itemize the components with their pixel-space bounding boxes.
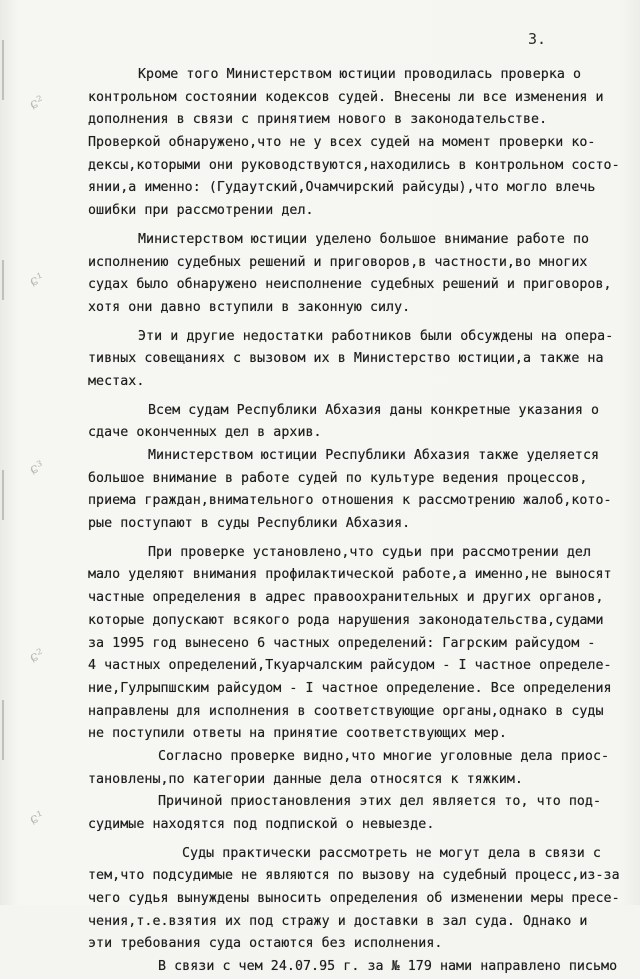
punch-hole-mark: ɕ² <box>27 93 46 113</box>
margin-mark <box>2 470 4 520</box>
text-line: янии,а именно: (Гудаутский,Очамчирский райсуды),что могло влечь <box>88 180 596 196</box>
text-line: мало уделяют внимания профилактической работе,а именно,не выносят <box>88 567 612 583</box>
text-line: В связи с чем 24.07.95 г. за № 179 нами направлено письмо <box>158 959 618 975</box>
text-line: ошибки при рассмотрении дел. <box>88 203 314 219</box>
text-line: эти требования суда остаются без исполнения. <box>88 936 443 952</box>
text-line: дексы,которыми они руководствуются,находились в контрольном состо- <box>88 157 620 173</box>
page-number: 3. <box>528 30 547 48</box>
text-line: которые допускают всякого рода нарушения законодательства,судами <box>88 612 604 628</box>
text-line: тановлены,по категории данные дела относятся к тяжким. <box>88 771 523 787</box>
text-line: большое внимание в работе судей по культуре ведения процессов, <box>88 470 588 486</box>
text-line: приема граждан,внимательного отношения к рассмотрению жалоб,кото- <box>88 493 612 509</box>
margin-mark <box>2 40 4 100</box>
punch-hole-mark: ɕ³ <box>27 458 46 478</box>
text-line: Министерством юстиции уделено большое внимание работе по <box>138 231 590 247</box>
text-line: не поступили ответы на принятие соответствующих мер. <box>88 726 507 742</box>
text-line: Кроме того Министерством юстиции проводилась проверка о <box>138 67 582 82</box>
text-line: чего судья вынуждены выносить определения об изменении меры пресе- <box>88 891 620 907</box>
text-line: местах. <box>88 373 145 389</box>
text-line: чения,т.е.взятия их под стражу и доставки в зал суда. Однако и <box>88 913 588 929</box>
punch-hole-mark: ɕ¹ <box>27 808 46 828</box>
text-line: судимые находятся под подпиской о невыезде. <box>88 817 435 832</box>
text-line: ние,Гулрыпшским райсудом - I частное определение. Все определения <box>88 680 612 696</box>
text-line: Всем судам Республики Абхазия даны конкретные указания о <box>148 402 600 418</box>
punch-hole-mark: ɕ¹ <box>27 270 46 290</box>
text-line: судах было обнаружено неисполнение судебных решений и приговоров, <box>88 277 612 293</box>
text-line: тивных совещаниях с вызовом их в Министерство юстиции,а также на <box>88 351 604 367</box>
text-line: 4 частных определений,Ткуарчалским райсудом - I частное определе- <box>88 658 612 674</box>
text-line: сдаче оконченных дел в архив. <box>88 425 322 441</box>
text-line: дополнения в связи с принятием нового в законодательстве. <box>88 112 548 128</box>
text-line: Проверкой обнаружено,что не у всех судей на момент проверки ко- <box>88 135 596 151</box>
text-line: Согласно проверке видно,что многие уголовные дела приос- <box>158 748 610 764</box>
text-line: При проверке установлено,что судьи при рассмотрении дел <box>148 544 592 560</box>
margin-mark <box>2 260 4 300</box>
text-line: частные определения в адрес правоохранительных и других органов, <box>88 590 604 606</box>
text-line: тем,что подсудимые не являются по вызову на судебный процесс,из-за <box>88 868 620 884</box>
text-line: рые поступают в суды Республики Абхазия. <box>88 516 411 532</box>
text-line: Министерством юстиции Республики Абхазия также уделяется <box>148 448 600 463</box>
text-line: хотя они давно вступили в законную силу. <box>88 299 411 315</box>
punch-hole-mark: ɕ² <box>27 646 46 666</box>
text-line: направлены для исполнения в соответствующие органы,однако в суды <box>88 703 604 719</box>
text-line: исполнению судебных решений и приговоров,в частности,во многих <box>88 254 588 270</box>
text-line: Суды практически рассмотреть не могут дела в связи с <box>182 845 601 861</box>
document-body <box>88 64 628 979</box>
text-line: контрольном состоянии кодексов судей. Внесены ли все изменения и <box>88 89 604 105</box>
text-line: за 1995 год вынесено 6 частных определений: Гагрским райсудом - <box>88 635 596 651</box>
text-line: Эти и другие недостатки работников были обсуждены на опера- <box>138 328 614 344</box>
margin-mark <box>2 700 4 760</box>
text-line: Причиной приостановления этих дел является то, что под- <box>158 794 602 810</box>
